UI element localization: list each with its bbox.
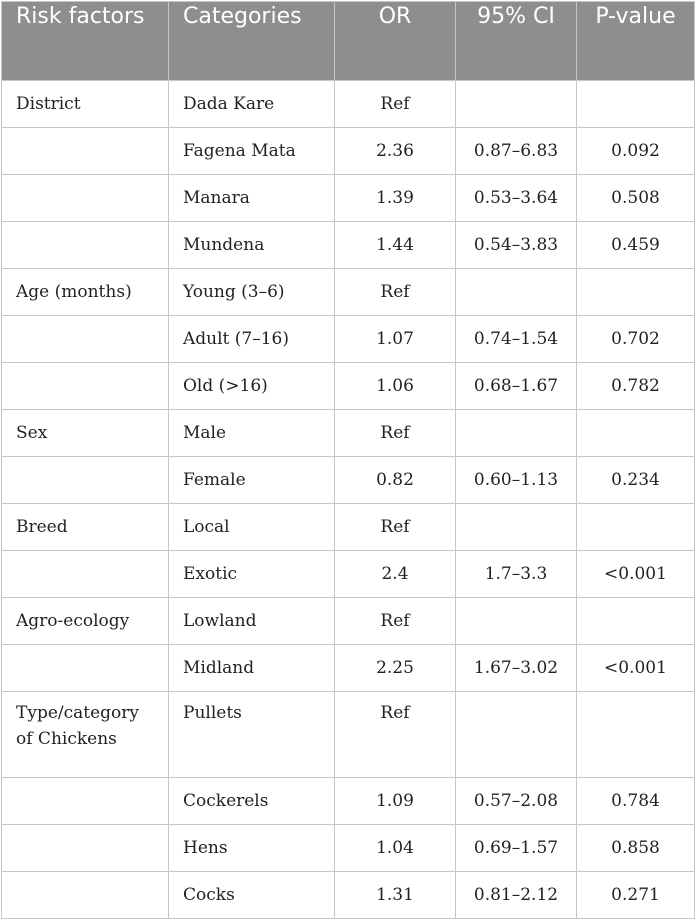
cell-pvalue: 0.459 (577, 222, 695, 269)
cell-category: Exotic (169, 551, 335, 598)
cell-risk-factor (2, 645, 169, 692)
table-row (2, 410, 695, 457)
cell-category: Male (169, 410, 335, 457)
cell-pvalue (577, 81, 695, 128)
cell-risk-factor (2, 222, 169, 269)
cell-or: Ref (335, 81, 456, 128)
cell-ci (456, 598, 577, 645)
table-row (2, 872, 695, 919)
cell-pvalue: 0.702 (577, 316, 695, 363)
cell-category: Hens (169, 825, 335, 872)
risk-factors-table (1, 1, 695, 919)
cell-ci (456, 269, 577, 316)
cell-or: Ref (335, 504, 456, 551)
table-row (2, 457, 695, 504)
cell-ci: 1.7–3.3 (456, 551, 577, 598)
cell-risk-factor: Breed (2, 504, 169, 551)
cell-category: Local (169, 504, 335, 551)
cell-ci: 0.81–2.12 (456, 872, 577, 919)
table-row (2, 778, 695, 825)
cell-pvalue (577, 410, 695, 457)
cell-category: Adult (7–16) (169, 316, 335, 363)
header-pvalue: P-value (577, 2, 695, 81)
cell-pvalue: 0.271 (577, 872, 695, 919)
cell-category: Manara (169, 175, 335, 222)
cell-ci: 0.68–1.67 (456, 363, 577, 410)
cell-or: 1.44 (335, 222, 456, 269)
cell-ci: 0.53–3.64 (456, 175, 577, 222)
cell-risk-factor: Agro-ecology (2, 598, 169, 645)
header-or: OR (335, 2, 456, 81)
table-row (2, 598, 695, 645)
cell-or: 0.82 (335, 457, 456, 504)
cell-risk-factor (2, 128, 169, 175)
cell-ci: 0.87–6.83 (456, 128, 577, 175)
table-row (2, 363, 695, 410)
cell-risk-factor (2, 872, 169, 919)
cell-or: Ref (335, 598, 456, 645)
cell-category: Female (169, 457, 335, 504)
cell-pvalue: <0.001 (577, 645, 695, 692)
header-ci: 95% CI (456, 2, 577, 81)
cell-risk-factor (2, 551, 169, 598)
cell-ci (456, 81, 577, 128)
cell-risk-factor: Type/category of Chickens (2, 692, 169, 778)
cell-risk-factor (2, 457, 169, 504)
cell-ci: 0.60–1.13 (456, 457, 577, 504)
cell-or: Ref (335, 269, 456, 316)
cell-or: Ref (335, 692, 456, 778)
cell-pvalue (577, 269, 695, 316)
cell-risk-factor: Sex (2, 410, 169, 457)
cell-or: 1.06 (335, 363, 456, 410)
cell-ci (456, 410, 577, 457)
cell-category: Midland (169, 645, 335, 692)
cell-risk-factor (2, 316, 169, 363)
cell-ci (456, 504, 577, 551)
header-risk-factors: Risk factors (2, 2, 169, 81)
cell-pvalue: 0.782 (577, 363, 695, 410)
cell-or: 1.04 (335, 825, 456, 872)
cell-risk-factor (2, 825, 169, 872)
cell-ci: 0.74–1.54 (456, 316, 577, 363)
cell-or: 1.07 (335, 316, 456, 363)
cell-ci: 0.69–1.57 (456, 825, 577, 872)
cell-category: Cocks (169, 872, 335, 919)
cell-category: Old (>16) (169, 363, 335, 410)
table-row (2, 645, 695, 692)
table-row (2, 692, 695, 778)
table-row (2, 175, 695, 222)
cell-pvalue (577, 692, 695, 778)
cell-or: 1.09 (335, 778, 456, 825)
table-row (2, 551, 695, 598)
cell-ci: 1.67–3.02 (456, 645, 577, 692)
cell-risk-factor (2, 778, 169, 825)
cell-pvalue: 0.092 (577, 128, 695, 175)
cell-or: 1.31 (335, 872, 456, 919)
cell-category: Pullets (169, 692, 335, 778)
cell-pvalue: 0.784 (577, 778, 695, 825)
table-row (2, 316, 695, 363)
header-categories: Categories (169, 2, 335, 81)
cell-or: 1.39 (335, 175, 456, 222)
table-header-row (2, 2, 695, 81)
cell-category: Young (3–6) (169, 269, 335, 316)
cell-category: Lowland (169, 598, 335, 645)
cell-pvalue: <0.001 (577, 551, 695, 598)
table-row (2, 81, 695, 128)
table-row (2, 504, 695, 551)
table-row (2, 269, 695, 316)
cell-risk-factor (2, 175, 169, 222)
cell-or: 2.4 (335, 551, 456, 598)
cell-ci: 0.57–2.08 (456, 778, 577, 825)
cell-pvalue: 0.234 (577, 457, 695, 504)
table-row (2, 222, 695, 269)
cell-category: Fagena Mata (169, 128, 335, 175)
cell-category: Dada Kare (169, 81, 335, 128)
cell-ci (456, 692, 577, 778)
table-row (2, 825, 695, 872)
cell-risk-factor: District (2, 81, 169, 128)
cell-category: Cockerels (169, 778, 335, 825)
cell-or: Ref (335, 410, 456, 457)
table-row (2, 128, 695, 175)
cell-pvalue: 0.508 (577, 175, 695, 222)
cell-risk-factor (2, 363, 169, 410)
cell-pvalue: 0.858 (577, 825, 695, 872)
cell-or: 2.25 (335, 645, 456, 692)
cell-risk-factor: Age (months) (2, 269, 169, 316)
cell-pvalue (577, 504, 695, 551)
cell-ci: 0.54–3.83 (456, 222, 577, 269)
cell-category: Mundena (169, 222, 335, 269)
cell-or: 2.36 (335, 128, 456, 175)
cell-pvalue (577, 598, 695, 645)
